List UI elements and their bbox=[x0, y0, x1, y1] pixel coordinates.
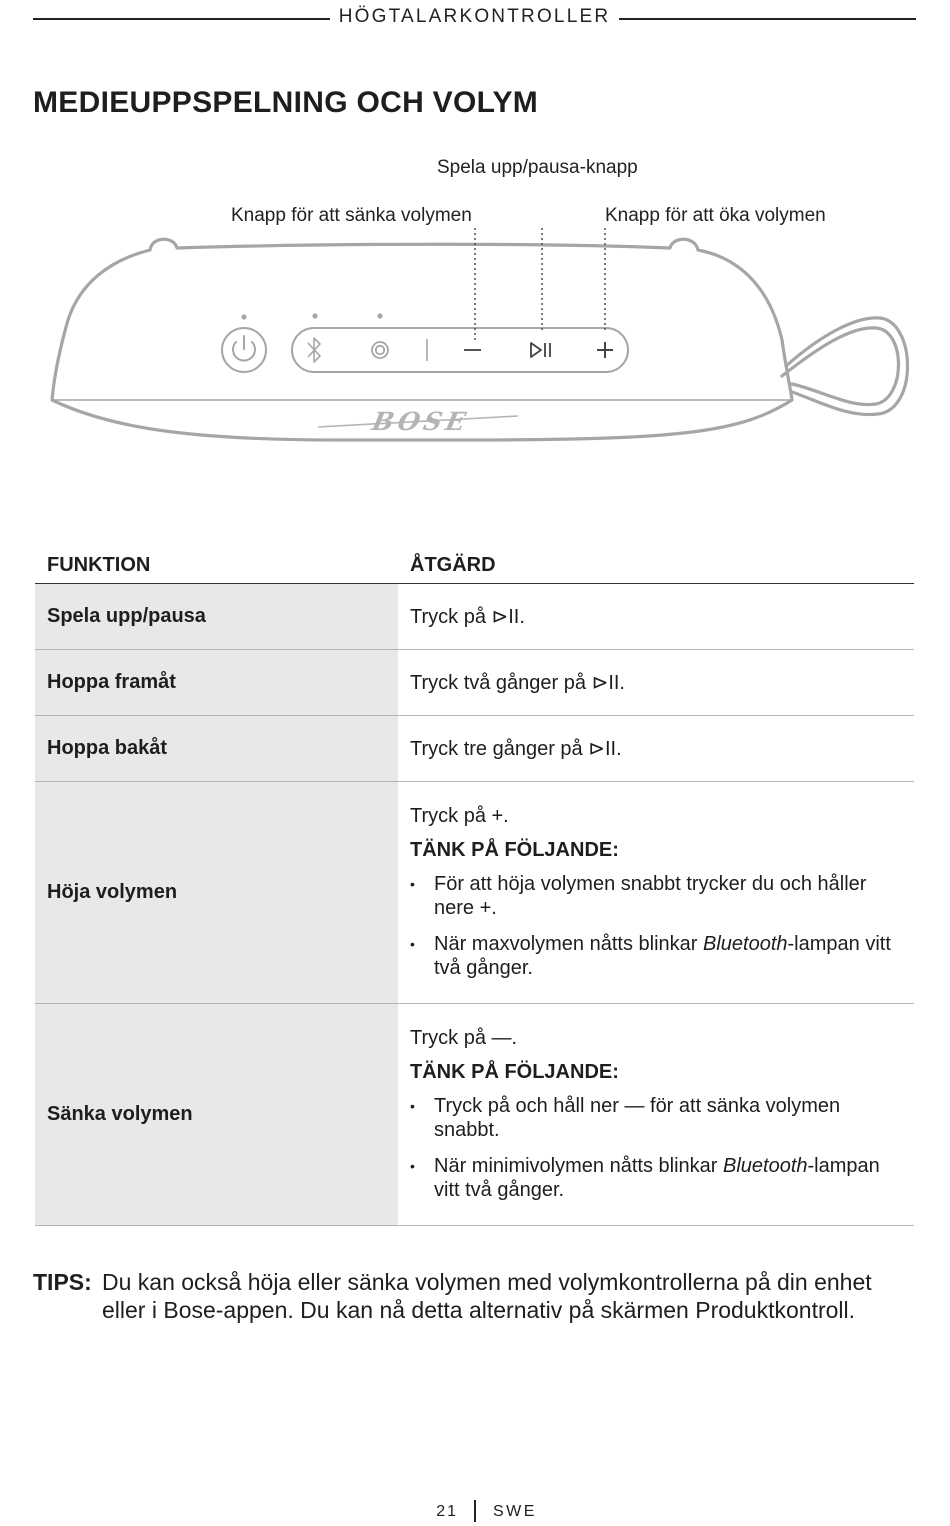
action-cell bbox=[398, 782, 914, 1004]
bluetooth-icon bbox=[308, 338, 320, 362]
tips-label: TIPS: bbox=[33, 1269, 92, 1295]
callout-play-pause: Spela upp/pausa-knapp bbox=[437, 157, 638, 178]
table-header-row bbox=[35, 546, 914, 584]
note-title: TÄNK PÅ FÖLJANDE: bbox=[410, 839, 619, 861]
list-item: • Tryck på och håll ner — för att sänka volymen snabbt. bbox=[410, 1094, 902, 1142]
table-row bbox=[35, 1004, 914, 1226]
table-row bbox=[35, 650, 914, 716]
callout-volume-up: Knapp för att öka volymen bbox=[605, 205, 826, 226]
section-label: HÖGTALARKONTROLLER bbox=[338, 6, 611, 27]
function-cell: Spela upp/pausa bbox=[35, 584, 398, 650]
section-header bbox=[33, 6, 916, 30]
bullet-text: När maxvolymen nåtts blinkar bbox=[434, 933, 703, 955]
power-icon bbox=[222, 328, 266, 372]
function-cell: Hoppa framåt bbox=[35, 650, 398, 716]
bullet-emphasis: Bluetooth bbox=[722, 1155, 808, 1177]
svg-text:BOSE: BOSE bbox=[369, 406, 473, 436]
column-header-action: ÅTGÄRD bbox=[398, 546, 914, 584]
language-code: SWE bbox=[493, 1503, 537, 1520]
function-cell: Höja volymen bbox=[35, 782, 398, 1004]
callout-volume-down: Knapp för att sänka volymen bbox=[231, 205, 472, 226]
bose-logo bbox=[318, 406, 518, 436]
tips-text: Du kan också höja eller sänka volymen med volymkontrollerna på din enhet eller i Bose-appen. Du kan nå detta alternativ på skärmen Produktkontroll. bbox=[102, 1269, 872, 1323]
footer-divider bbox=[474, 1500, 476, 1522]
bullet-text: -lampan vitt två gånger. bbox=[434, 1155, 880, 1201]
action-cell bbox=[398, 1004, 914, 1226]
table-row bbox=[35, 716, 914, 782]
note-title: TÄNK PÅ FÖLJANDE: bbox=[410, 1061, 619, 1083]
action-cell: Tryck två gånger på ⊳II. bbox=[398, 650, 914, 716]
function-cell: Hoppa bakåt bbox=[35, 716, 398, 782]
play-pause-icon bbox=[531, 343, 550, 357]
speaker-illustration bbox=[40, 228, 920, 458]
action-text: Tryck på —. bbox=[410, 1027, 518, 1049]
page-footer bbox=[0, 1500, 950, 1526]
table-row bbox=[35, 584, 914, 650]
header-rule-right bbox=[619, 18, 916, 20]
note-list bbox=[410, 872, 902, 980]
action-text: Tryck på +. bbox=[410, 805, 509, 827]
list-item: • För att höja volymen snabbt trycker du och håller nere +. bbox=[410, 872, 902, 920]
header-rule-left bbox=[33, 18, 330, 20]
page-title: MEDIEUPPSPELNING OCH VOLYM bbox=[33, 86, 539, 119]
action-cell: Tryck på ⊳II. bbox=[398, 584, 914, 650]
column-header-function: FUNKTION bbox=[35, 546, 398, 584]
plus-icon bbox=[597, 342, 613, 358]
list-item bbox=[410, 932, 902, 980]
page-number: 21 bbox=[436, 1503, 458, 1520]
list-item bbox=[410, 1154, 902, 1202]
function-cell: Sänka volymen bbox=[35, 1004, 398, 1226]
bullet-text: -lampan vitt två gånger. bbox=[434, 933, 891, 979]
controls-table bbox=[35, 546, 914, 1226]
table-row bbox=[35, 782, 914, 1004]
source-icon bbox=[372, 342, 388, 358]
bullet-emphasis: Bluetooth bbox=[702, 933, 788, 955]
note-list bbox=[410, 1094, 902, 1202]
action-cell: Tryck tre gånger på ⊳II. bbox=[398, 716, 914, 782]
bullet-text: När minimivolymen nåtts blinkar bbox=[434, 1155, 723, 1177]
